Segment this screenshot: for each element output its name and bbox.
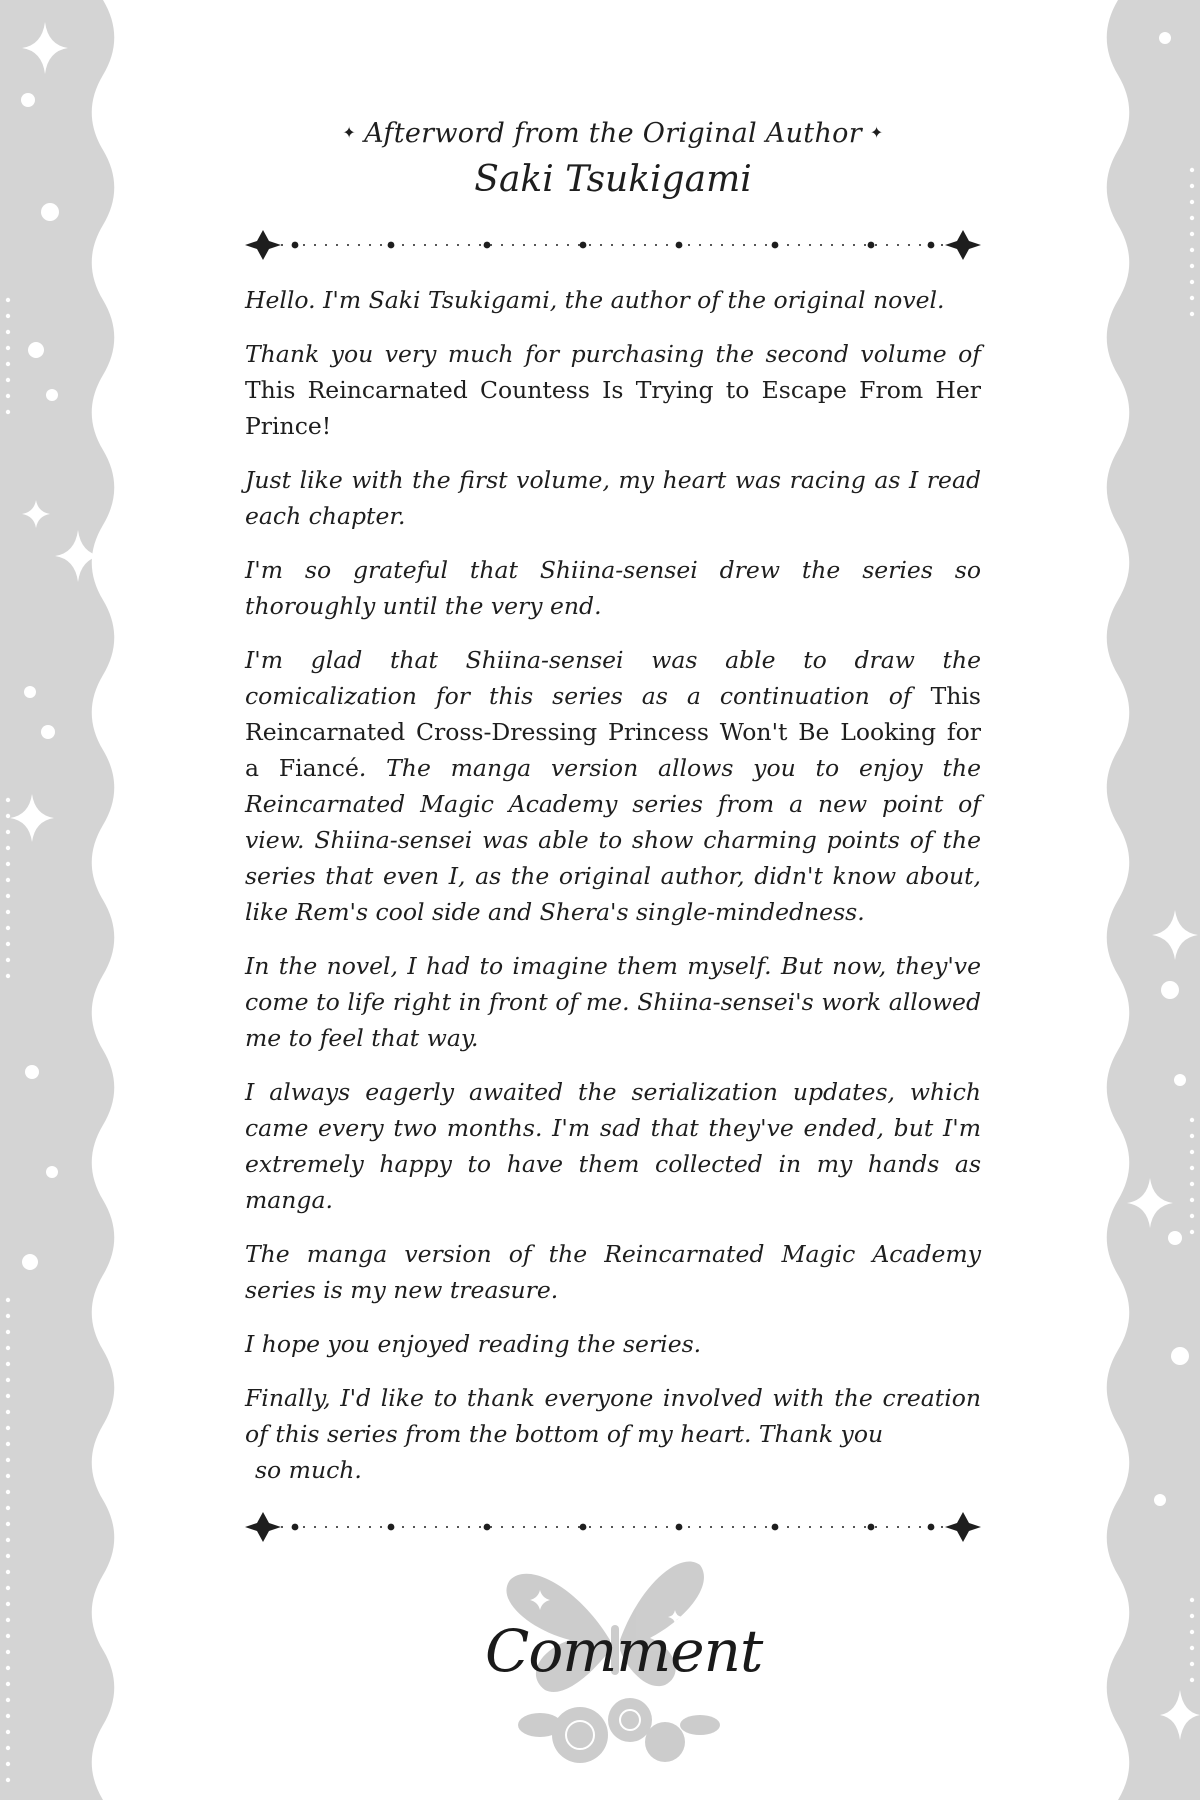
paragraph-finally-end: so much. bbox=[255, 1456, 362, 1484]
paragraph-greeting: Hello. I'm Saki Tsukigami, the author of the original novel. bbox=[245, 286, 945, 314]
paragraph-comicalization bbox=[245, 642, 981, 930]
afterword-content bbox=[245, 118, 981, 1542]
previous-series-title: This Reincarnated Cross-Dressing Princess Won't Be Looking for a Fiancé bbox=[245, 682, 981, 782]
rose-icon bbox=[518, 1698, 720, 1763]
book-title: This Reincarnated Countess Is Trying to Escape From Her Prince! bbox=[245, 376, 981, 440]
left-scalloped-border bbox=[0, 0, 114, 1800]
paragraph-comicalization-rest: . The manga version allows you to enjoy the Reincarnated Magic Academy series from a new point of view. Shiina-sensei was able to show charming points of the series that even I, as the original author, didn't know about, like Rem's cool side and Shera's single-mindedness. bbox=[245, 754, 981, 926]
paragraph-serialization: I always eagerly awaited the serialization updates, which came every two months. I'm sad that they've ended, but I'm extremely happy to have them collected in my hands as manga. bbox=[245, 1078, 981, 1214]
paragraph-thanks-lead: Thank you very much for purchasing the second volume of bbox=[245, 340, 981, 368]
comment-label: Comment bbox=[485, 1617, 763, 1685]
right-scalloped-border bbox=[1107, 0, 1200, 1800]
paragraph-grateful: I'm so grateful that Shiina-sensei drew the series so thoroughly until the very end. bbox=[245, 556, 981, 620]
star-icon: ✦ bbox=[869, 123, 884, 142]
paragraph-treasure: The manga version of the Reincarnated Magic Academy series is my new treasure. bbox=[245, 1240, 981, 1304]
paragraph-comicalization-lead: I'm glad that Shiina-sensei was able to draw the comicalization for this series as a continuation of bbox=[245, 646, 981, 710]
paragraph-heart-racing: Just like with the first volume, my heart was racing as I read each chapter. bbox=[245, 466, 981, 530]
author-name: Saki Tsukigami bbox=[474, 159, 752, 200]
paragraph-finally-main: Finally, I'd like to thank everyone involved with the creation of this series from the bottom of my heart. Thank you bbox=[245, 1384, 981, 1448]
heading-text: Afterword from the Original Author bbox=[364, 118, 862, 149]
afterword-heading bbox=[245, 118, 981, 149]
star-icon: ✦ bbox=[342, 123, 357, 142]
paragraph-novel: In the novel, I had to imagine them myself. But now, they've come to life right in front of me. Shiina-sensei's work allowed me to feel that way. bbox=[245, 952, 981, 1052]
paragraph-hope: I hope you enjoyed reading the series. bbox=[245, 1330, 702, 1358]
paragraph-thanks bbox=[245, 336, 981, 444]
ornamental-divider-top bbox=[245, 230, 981, 260]
paragraph-finally bbox=[245, 1380, 981, 1488]
